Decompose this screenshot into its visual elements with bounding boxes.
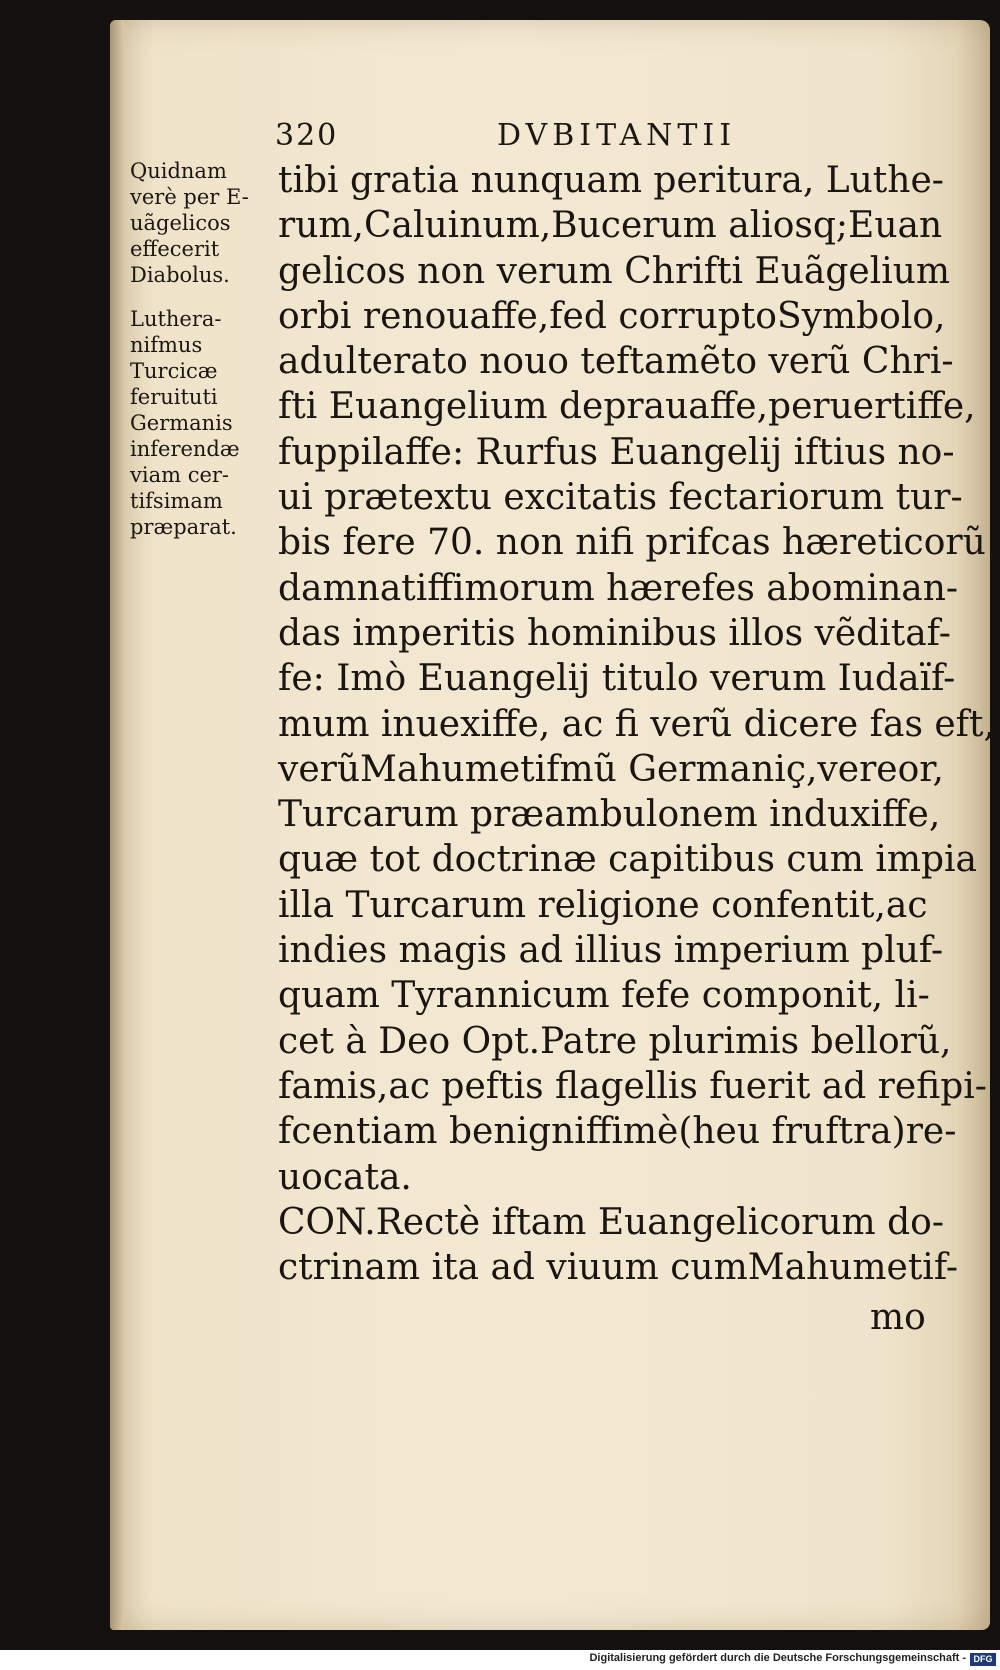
text-line: orbi renouaffe,fed corruptoSymbolo, <box>278 295 946 337</box>
footer-bar <box>0 1650 1000 1670</box>
text-line: ui prætextu excitatis fectariorum tur- <box>278 477 963 519</box>
margin-note-line: nifmus <box>130 333 203 357</box>
text-line: adulterato nouo teftamẽto verũ Chri- <box>278 341 954 383</box>
text-line: fcentiam benigniffimè(heu fruftra)re- <box>278 1111 957 1153</box>
margin-note-line: feruituti <box>130 385 218 409</box>
margin-note-line: Diabolus. <box>130 263 230 287</box>
text-line: verũMahumetifmũ Germaniç,vereor, <box>278 748 944 790</box>
page-number: 320 <box>275 118 339 153</box>
text-line: gelicos non verum Chrifti Euãgelium <box>278 250 951 292</box>
body-text <box>278 158 995 1290</box>
dfg-logo: DFG <box>970 1653 996 1666</box>
margin-note-line: verè per E- <box>130 185 249 209</box>
text-line: famis,ac peftis flagellis fuerit ad refipi- <box>278 1065 987 1107</box>
margin-note-line: inferendæ <box>130 437 240 461</box>
text-line: das imperitis hominibus illos vẽditaf- <box>278 612 951 654</box>
margin-note-line: Germanis <box>130 411 233 435</box>
margin-note-line: Luthera- <box>130 307 222 331</box>
margin-note-line: uãgelicos <box>130 211 231 235</box>
page-gutter-edge <box>110 20 124 1630</box>
text-line: uocata. <box>278 1156 412 1198</box>
text-line: Turcarum præambulonem induxiffe, <box>278 794 941 836</box>
note-spacer <box>130 288 280 306</box>
text-line: rum,Caluinum,Bucerum aliosq;Euan <box>278 205 943 247</box>
text-line: CON.Rectè iftam Euangelicorum do- <box>278 1201 945 1243</box>
margin-note <box>130 158 280 288</box>
text-line: quæ tot doctrinæ capitibus cum impia <box>278 839 978 881</box>
text-line: damnatiffimorum hærefes abominan- <box>278 567 959 609</box>
margin-note-line: viam cer- <box>130 463 230 487</box>
text-line: bis fere 70. non nifi prifcas hæreticorũ <box>278 522 986 564</box>
text-line: fe: Imò Euangelij titulo verum Iudaïf- <box>278 658 956 700</box>
funding-credit: Digitalisierung gefördert durch die Deutsche Forschungsgemeinschaft - <box>589 1652 966 1664</box>
margin-note-line: Turcicæ <box>130 359 218 383</box>
margin-note-line: præparat. <box>130 515 237 539</box>
margin-note-line: tifsimam <box>130 489 223 513</box>
text-line: fuppilaffe: Rurfus Euangelij iftius no- <box>278 431 955 473</box>
text-line: ctrinam ita ad viuum cumMahumetif- <box>278 1247 959 1289</box>
margin-note-line: effecerit <box>130 237 220 261</box>
marginal-notes <box>130 158 280 540</box>
margin-note <box>130 306 280 540</box>
text-line: tibi gratia nunquam peritura, Luthe- <box>278 160 944 201</box>
text-line: mum inuexiffe, ac fi verũ dicere fas eft, <box>278 703 995 745</box>
text-line: quam Tyrannicum fefe componit, li- <box>278 975 930 1017</box>
text-line: indies magis ad illius imperium pluf- <box>278 930 944 972</box>
margin-note-line: Quidnam <box>130 159 227 183</box>
catchword: mo <box>870 1297 926 1338</box>
text-line: illa Turcarum religione confentit,ac <box>278 884 928 926</box>
text-line: cet à Deo Opt.Patre plurimis bellorũ, <box>278 1020 952 1062</box>
text-line: fti Euangelium deprauaffe,peruertiffe, <box>278 386 976 428</box>
page-header <box>275 118 915 158</box>
running-head: DVBITANTII <box>497 118 737 153</box>
